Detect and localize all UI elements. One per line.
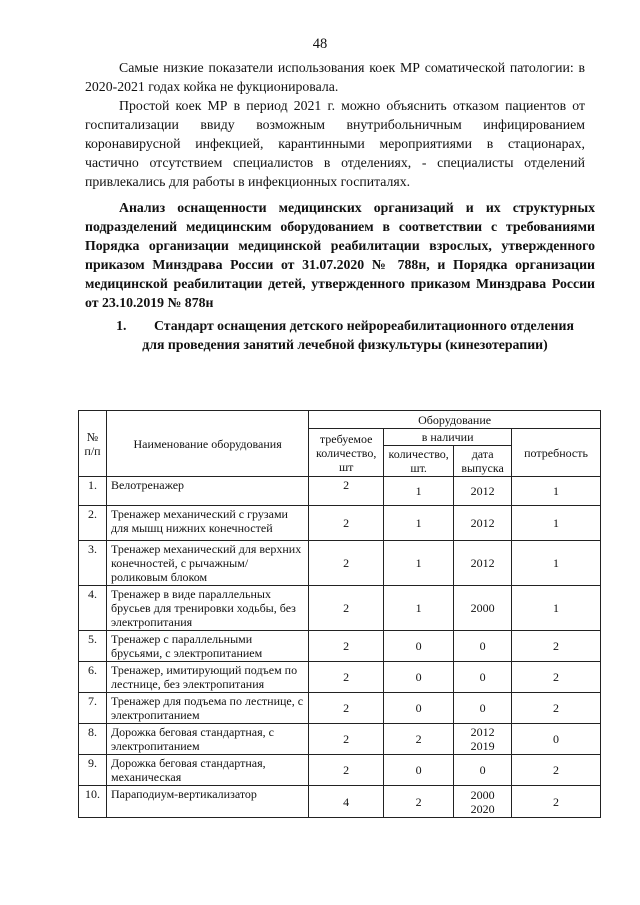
header-available-qty: количество, шт. (384, 446, 454, 477)
release-date-primary: 2000 (470, 601, 495, 615)
release-date (454, 786, 512, 818)
need-quantity: 2 (512, 662, 601, 693)
release-date-primary: 0 (479, 670, 486, 684)
table-row (79, 755, 601, 786)
release-date (454, 693, 512, 724)
equipment-name: Тренажер механический для верхних конечностей, с рычажным/роликовым блоком (106, 541, 308, 586)
header-required: требуемое количество, шт (309, 429, 384, 477)
release-date (454, 477, 512, 506)
need-quantity: 0 (512, 724, 601, 755)
row-number: 3. (79, 541, 107, 586)
row-number: 8. (79, 724, 107, 755)
paragraph-bed-downtime: Простой коек МР в период 2021 г. можно объяснить отказом пациентов от госпитализации ввиду возможным внутрибольничным инфицированием коронавирусной инфекцией, карантинными мероприятиями в стационарах, частично отсутствием специалистов в отделениях, - специалисты отделений привлекались для работы в инфекционных госпиталях. (85, 98, 585, 189)
row-number: 10. (79, 786, 107, 818)
equipment-name: Тренажер с параллельными брусьями, с электропитанием (106, 631, 308, 662)
release-date (454, 541, 512, 586)
equipment-name: Велотренажер (106, 477, 308, 506)
required-quantity: 2 (309, 631, 384, 662)
need-quantity: 2 (512, 755, 601, 786)
row-number: 1. (79, 477, 107, 506)
release-date (454, 506, 512, 541)
header-num: № п/п (79, 411, 107, 477)
available-quantity: 2 (384, 786, 454, 818)
required-quantity: 2 (309, 724, 384, 755)
available-quantity: 0 (384, 662, 454, 693)
release-date-primary: 0 (479, 763, 486, 777)
release-date-primary: 2012 (470, 484, 495, 498)
equipment-name: Дорожка беговая стандартная, с электропитанием (106, 724, 308, 755)
release-date (454, 662, 512, 693)
need-quantity: 1 (512, 506, 601, 541)
equipment-name: Тренажер для подъема по лестнице, с электропитанием (106, 693, 308, 724)
available-quantity: 1 (384, 541, 454, 586)
release-date (454, 724, 512, 755)
header-release-date: дата выпуска (454, 446, 512, 477)
need-quantity: 2 (512, 631, 601, 662)
table-row (79, 631, 601, 662)
required-quantity: 2 (309, 693, 384, 724)
row-number: 6. (79, 662, 107, 693)
equipment-name: Дорожка беговая стандартная, механическая (106, 755, 308, 786)
table-row (79, 786, 601, 818)
table-title: 1. Стандарт оснащения детского нейрореабилитационного отделения для проведения занятий лечебной физкультуры (кинезотерапии) (116, 318, 578, 352)
release-date-primary: 2000 (470, 787, 495, 802)
required-quantity: 2 (309, 541, 384, 586)
release-date (454, 631, 512, 662)
available-quantity: 1 (384, 477, 454, 506)
page-number: 48 (312, 36, 328, 52)
header-name: Наименование оборудования (106, 411, 308, 477)
available-quantity: 0 (384, 631, 454, 662)
required-quantity: 2 (309, 755, 384, 786)
release-date-primary: 0 (479, 701, 486, 715)
available-quantity: 0 (384, 693, 454, 724)
table-row (79, 477, 601, 506)
required-quantity: 2 (309, 586, 384, 631)
available-quantity: 2 (384, 724, 454, 755)
table-row (79, 662, 601, 693)
release-date-primary: 2012 (470, 556, 495, 570)
release-date (454, 755, 512, 786)
header-equipment: Оборудование (309, 411, 601, 429)
row-number: 7. (79, 693, 107, 724)
table-row (79, 724, 601, 755)
need-quantity: 1 (512, 541, 601, 586)
release-date-secondary: 2020 (470, 801, 495, 816)
required-quantity: 2 (309, 506, 384, 541)
equipment-name: Тренажер, имитирующий подъем по лестнице, без электропитания (106, 662, 308, 693)
equipment-name: Параподиум-вертикализатор (106, 786, 308, 818)
need-quantity: 1 (512, 477, 601, 506)
table-row (79, 586, 601, 631)
available-quantity: 1 (384, 586, 454, 631)
row-number: 9. (79, 755, 107, 786)
release-date-secondary: 2019 (470, 739, 495, 753)
need-quantity: 2 (512, 786, 601, 818)
table-row (79, 506, 601, 541)
header-available: в наличии (384, 429, 512, 446)
need-quantity: 2 (512, 693, 601, 724)
row-number: 2. (79, 506, 107, 541)
available-quantity: 1 (384, 506, 454, 541)
paragraph-bed-usage: Самые низкие показатели использования коек МР соматической патологии: в 2020-2021 годах койка не фукционировала. (85, 60, 585, 94)
row-number: 4. (79, 586, 107, 631)
release-date (454, 586, 512, 631)
required-quantity: 2 (309, 477, 384, 506)
section-heading: Анализ оснащенности медицинских организаций и их структурных подразделений медицинским оборудованием в соответствии с требованиями Порядка организации медицинской реабилитации взрослых, утвержденного приказом Минздрава России от 31.07.2020 № 788н, и Порядка организации медицинской реабилитации детей, утвержденного приказом Минздрава России от 23.10.2019 № 878н (85, 200, 595, 310)
table-row (79, 693, 601, 724)
header-need: потребность (512, 429, 601, 477)
available-quantity: 0 (384, 755, 454, 786)
release-date-primary: 2012 (470, 516, 495, 530)
required-quantity: 4 (309, 786, 384, 818)
row-number: 5. (79, 631, 107, 662)
required-quantity: 2 (309, 662, 384, 693)
release-date-primary: 2012 (470, 725, 495, 739)
equipment-name: Тренажер механический с грузами для мышц нижних конечностей (106, 506, 308, 541)
need-quantity: 1 (512, 586, 601, 631)
equipment-table (78, 410, 601, 818)
table-row (79, 541, 601, 586)
equipment-name: Тренажер в виде параллельных брусьев для тренировки ходьбы, без электропитания (106, 586, 308, 631)
release-date-primary: 0 (479, 639, 486, 653)
